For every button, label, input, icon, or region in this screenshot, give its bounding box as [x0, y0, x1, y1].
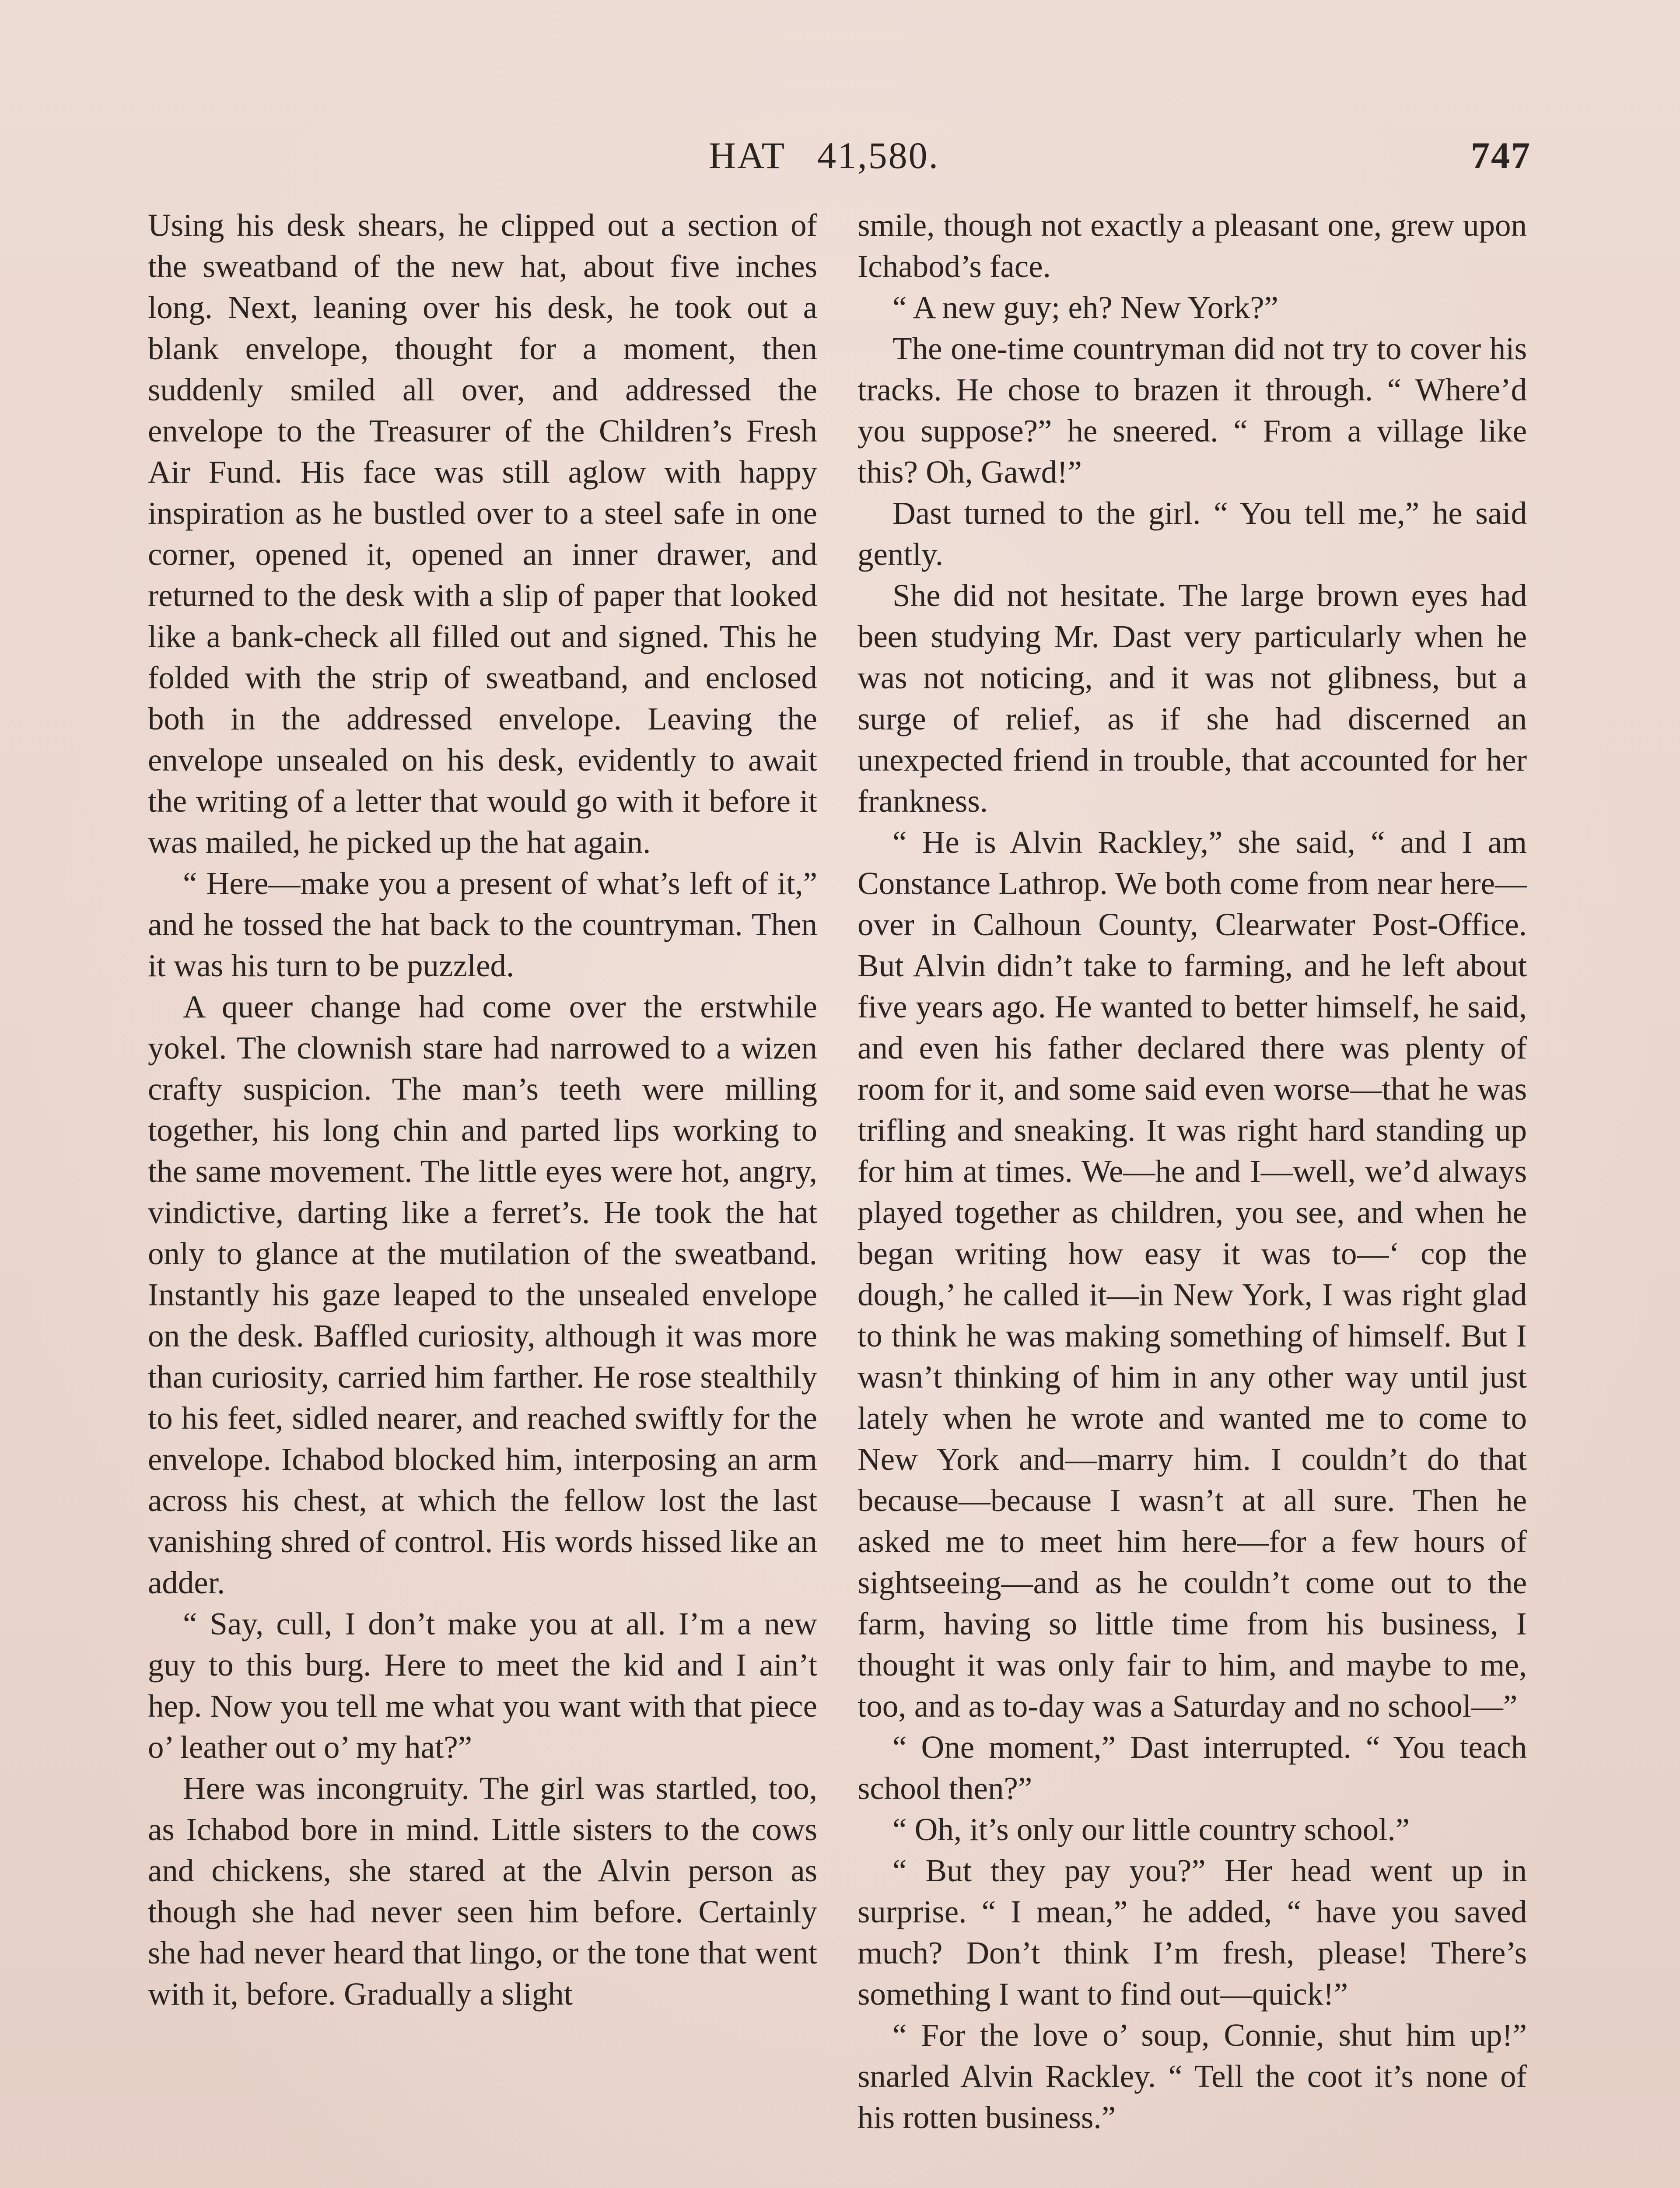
- paragraph: “ He is Alvin Rackley,” she said, “ and I am Constance Lathrop. We both come from near here—over in Calhoun County, Clearwater Post-Office. But Alvin didn’t take to farming, and he left about five years ago. He wanted to better himself, he said, and even his father declared there was plenty of room for it, and some said even worse—that he was trifling and sneaking. It was right hard standing up for him at times. We—he and I—well, we’d always played together as children, you see, and when he began writing how easy it was to—‘ cop the dough,’ he called it—in New York, I was right glad to think he was making something of himself. But I wasn’t thinking of him in any other way until just lately when he wrote and wanted me to come to New York and—marry him. I couldn’t do that because—because I wasn’t at all sure. Then he asked me to meet him here—for a few hours of sightseeing—and as he couldn’t come out to the farm, having so little time from his business, I thought it was only fair to him, and maybe to me, too, and as to-day was a Saturday and no school—”: [858, 824, 1527, 1724]
- paragraph: She did not hesitate. The large brown eyes had been studying Mr. Dast very particularly when he was not noticing, and it was not glibness, but a surge of relief, as if she had discerned an unexpected friend in trouble, that accounted for her frankness.: [858, 578, 1527, 819]
- paragraph: Dast turned to the girl. “ You tell me,” he said gently.: [858, 495, 1527, 572]
- paragraph: “ One moment,” Dast interrupted. “ You teach school then?”: [858, 1729, 1527, 1806]
- paragraph-continuation: smile, though not exactly a pleasant one, grew upon Ichabod’s face.: [858, 207, 1527, 284]
- paragraph: “ Here—make you a present of what’s left of it,” and he tossed the hat back to the countryman. Then it was his turn to be puzzled.: [148, 866, 817, 983]
- left-column: [148, 205, 817, 2015]
- paragraph: “ Oh, it’s only our little country school.”: [892, 1812, 1410, 1847]
- page-number: 747: [1471, 134, 1531, 176]
- paragraph: Here was incongruity. The girl was startled, too, as Ichabod bore in mind. Little sisters to the cows and chickens, she stared at the Alvin person as though she had never seen him before. Certainly she had never heard that lingo, or the tone that went with it, before. Gradually a slight: [148, 1771, 817, 2012]
- right-column: [858, 205, 1527, 2138]
- paragraph: A queer change had come over the erstwhile yokel. The clownish stare had narrowed to a wizen crafty suspicion. The man’s teeth were milling together, his long chin and parted lips working to the same movement. The little eyes were hot, angry, vindictive, darting like a ferret’s. He took the hat only to glance at the mutilation of the sweatband. Instantly his gaze leaped to the unsealed envelope on the desk. Baffled curiosity, although it was more than curiosity, carried him farther. He rose stealthily to his feet, sidled nearer, and reached swiftly for the envelope. Ichabod blocked him, interposing an arm across his chest, at which the fellow lost the last vanishing shred of control. His words hissed like an adder.: [148, 989, 817, 1600]
- running-head: [0, 131, 1680, 179]
- running-title: HAT 41,580.: [709, 134, 940, 176]
- paragraph: “ Say, cull, I don’t make you at all. I’m a new guy to this burg. Here to meet the kid and I ain’t hep. Now you tell me what you want with that piece o’ leather out o’ my hat?”: [148, 1606, 817, 1765]
- paragraph: “ A new guy; eh? New York?”: [892, 290, 1278, 325]
- paragraph: “ For the love o’ soup, Connie, shut him up!” snarled Alvin Rackley. “ Tell the coot it’s none of his rotten business.”: [858, 2017, 1527, 2135]
- paragraph: Using his desk shears, he clipped out a section of the sweatband of the new hat, about five inches long. Next, leaning over his desk, he took out a blank envelope, thought for a moment, then suddenly smiled all over, and addressed the envelope to the Treasurer of the Children’s Fresh Air Fund. His face was still aglow with happy inspiration as he bustled over to a steel safe in one corner, opened it, opened an inner drawer, and returned to the desk with a slip of paper that looked like a bank-check all filled out and signed. This he folded with the strip of sweatband, and enclosed both in the addressed envelope. Leaving the envelope unsealed on his desk, evidently to await the writing of a letter that would go with it before it was mailed, he picked up the hat again.: [148, 207, 817, 860]
- paragraph: “ But they pay you?” Her head went up in surprise. “ I mean,” he added, “ have you saved much? Don’t think I’m fresh, please! There’s something I want to find out—quick!”: [858, 1853, 1527, 2012]
- paragraph: The one-time countryman did not try to cover his tracks. He chose to brazen it through. “ Where’d you suppose?” he sneered. “ From a village like this? Oh, Gawd!”: [858, 331, 1527, 490]
